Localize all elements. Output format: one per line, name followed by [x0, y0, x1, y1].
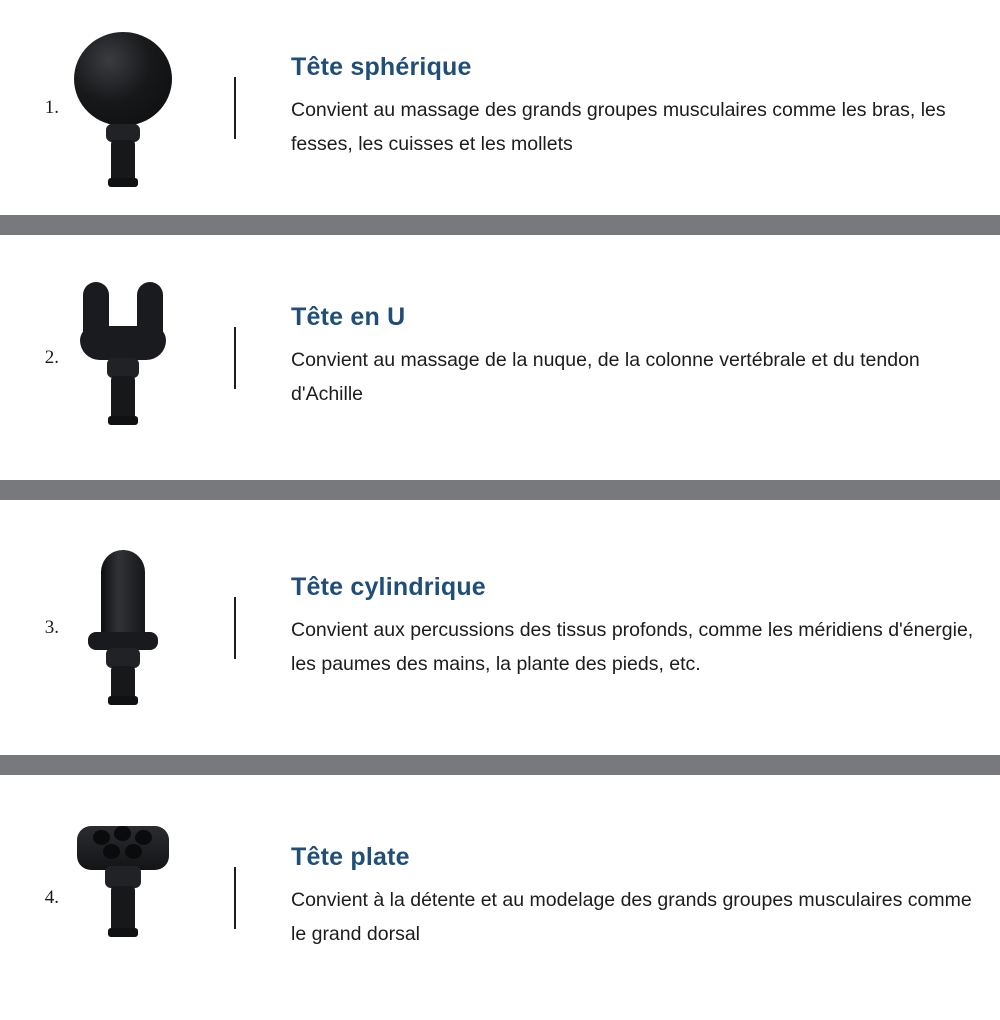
ball-shape — [74, 32, 172, 126]
item-text — [291, 843, 1000, 951]
flat-attachment-icon — [67, 818, 179, 978]
item-description: Convient aux percussions des tissus profonds, comme les méridiens d'énergie, les paumes des mains, la plante des pieds, etc. — [291, 619, 974, 675]
cap-shape — [108, 416, 138, 425]
item-heading: Tête en U — [291, 303, 406, 332]
section-divider — [0, 215, 1000, 235]
section-divider — [0, 480, 1000, 500]
fork-base — [80, 326, 166, 360]
shank-shape — [111, 666, 135, 700]
item-number: 2. — [44, 346, 59, 368]
item-description: Convient à la détente et au modelage des grands groupes musculaires comme le grand dorsal — [291, 889, 972, 945]
separator-line — [179, 867, 291, 929]
cap-shape — [108, 178, 138, 187]
item-number: 3. — [44, 616, 59, 638]
stud-shape — [135, 830, 152, 845]
item-heading: Tête plate — [291, 843, 410, 872]
item-heading: Tête sphérique — [291, 53, 472, 82]
item-heading: Tête cylindrique — [291, 573, 486, 602]
collar-shape — [105, 866, 141, 888]
list-item — [0, 235, 1000, 480]
item-text — [291, 53, 1000, 161]
bullet-shape — [101, 550, 145, 642]
cap-shape — [108, 696, 138, 705]
section-divider — [0, 755, 1000, 775]
separator-line — [179, 327, 291, 389]
item-number: 4. — [44, 886, 59, 908]
shank-shape — [111, 886, 135, 932]
collar-shape — [106, 648, 140, 668]
stud-shape — [93, 830, 110, 845]
separator-line — [179, 77, 291, 139]
item-number: 1. — [44, 96, 59, 118]
ball-attachment-icon — [67, 28, 179, 188]
list-item — [0, 0, 1000, 215]
stud-shape — [103, 844, 120, 859]
list-item — [0, 500, 1000, 755]
item-text — [291, 573, 1000, 681]
shank-shape — [111, 140, 135, 182]
separator-line — [179, 597, 291, 659]
stud-shape — [125, 844, 142, 859]
cap-shape — [108, 928, 138, 937]
bullet-attachment-icon — [67, 548, 179, 708]
u-fork-attachment-icon — [67, 278, 179, 438]
item-description: Convient au massage des grands groupes musculaires comme les bras, les fesses, les cuisses et les mollets — [291, 99, 946, 155]
item-text — [291, 303, 1000, 411]
shank-shape — [111, 376, 135, 420]
item-description: Convient au massage de la nuque, de la colonne vertébrale et du tendon d'Achille — [291, 349, 920, 405]
stud-shape — [114, 826, 131, 841]
collar-shape — [107, 358, 139, 378]
list-item — [0, 775, 1000, 1020]
